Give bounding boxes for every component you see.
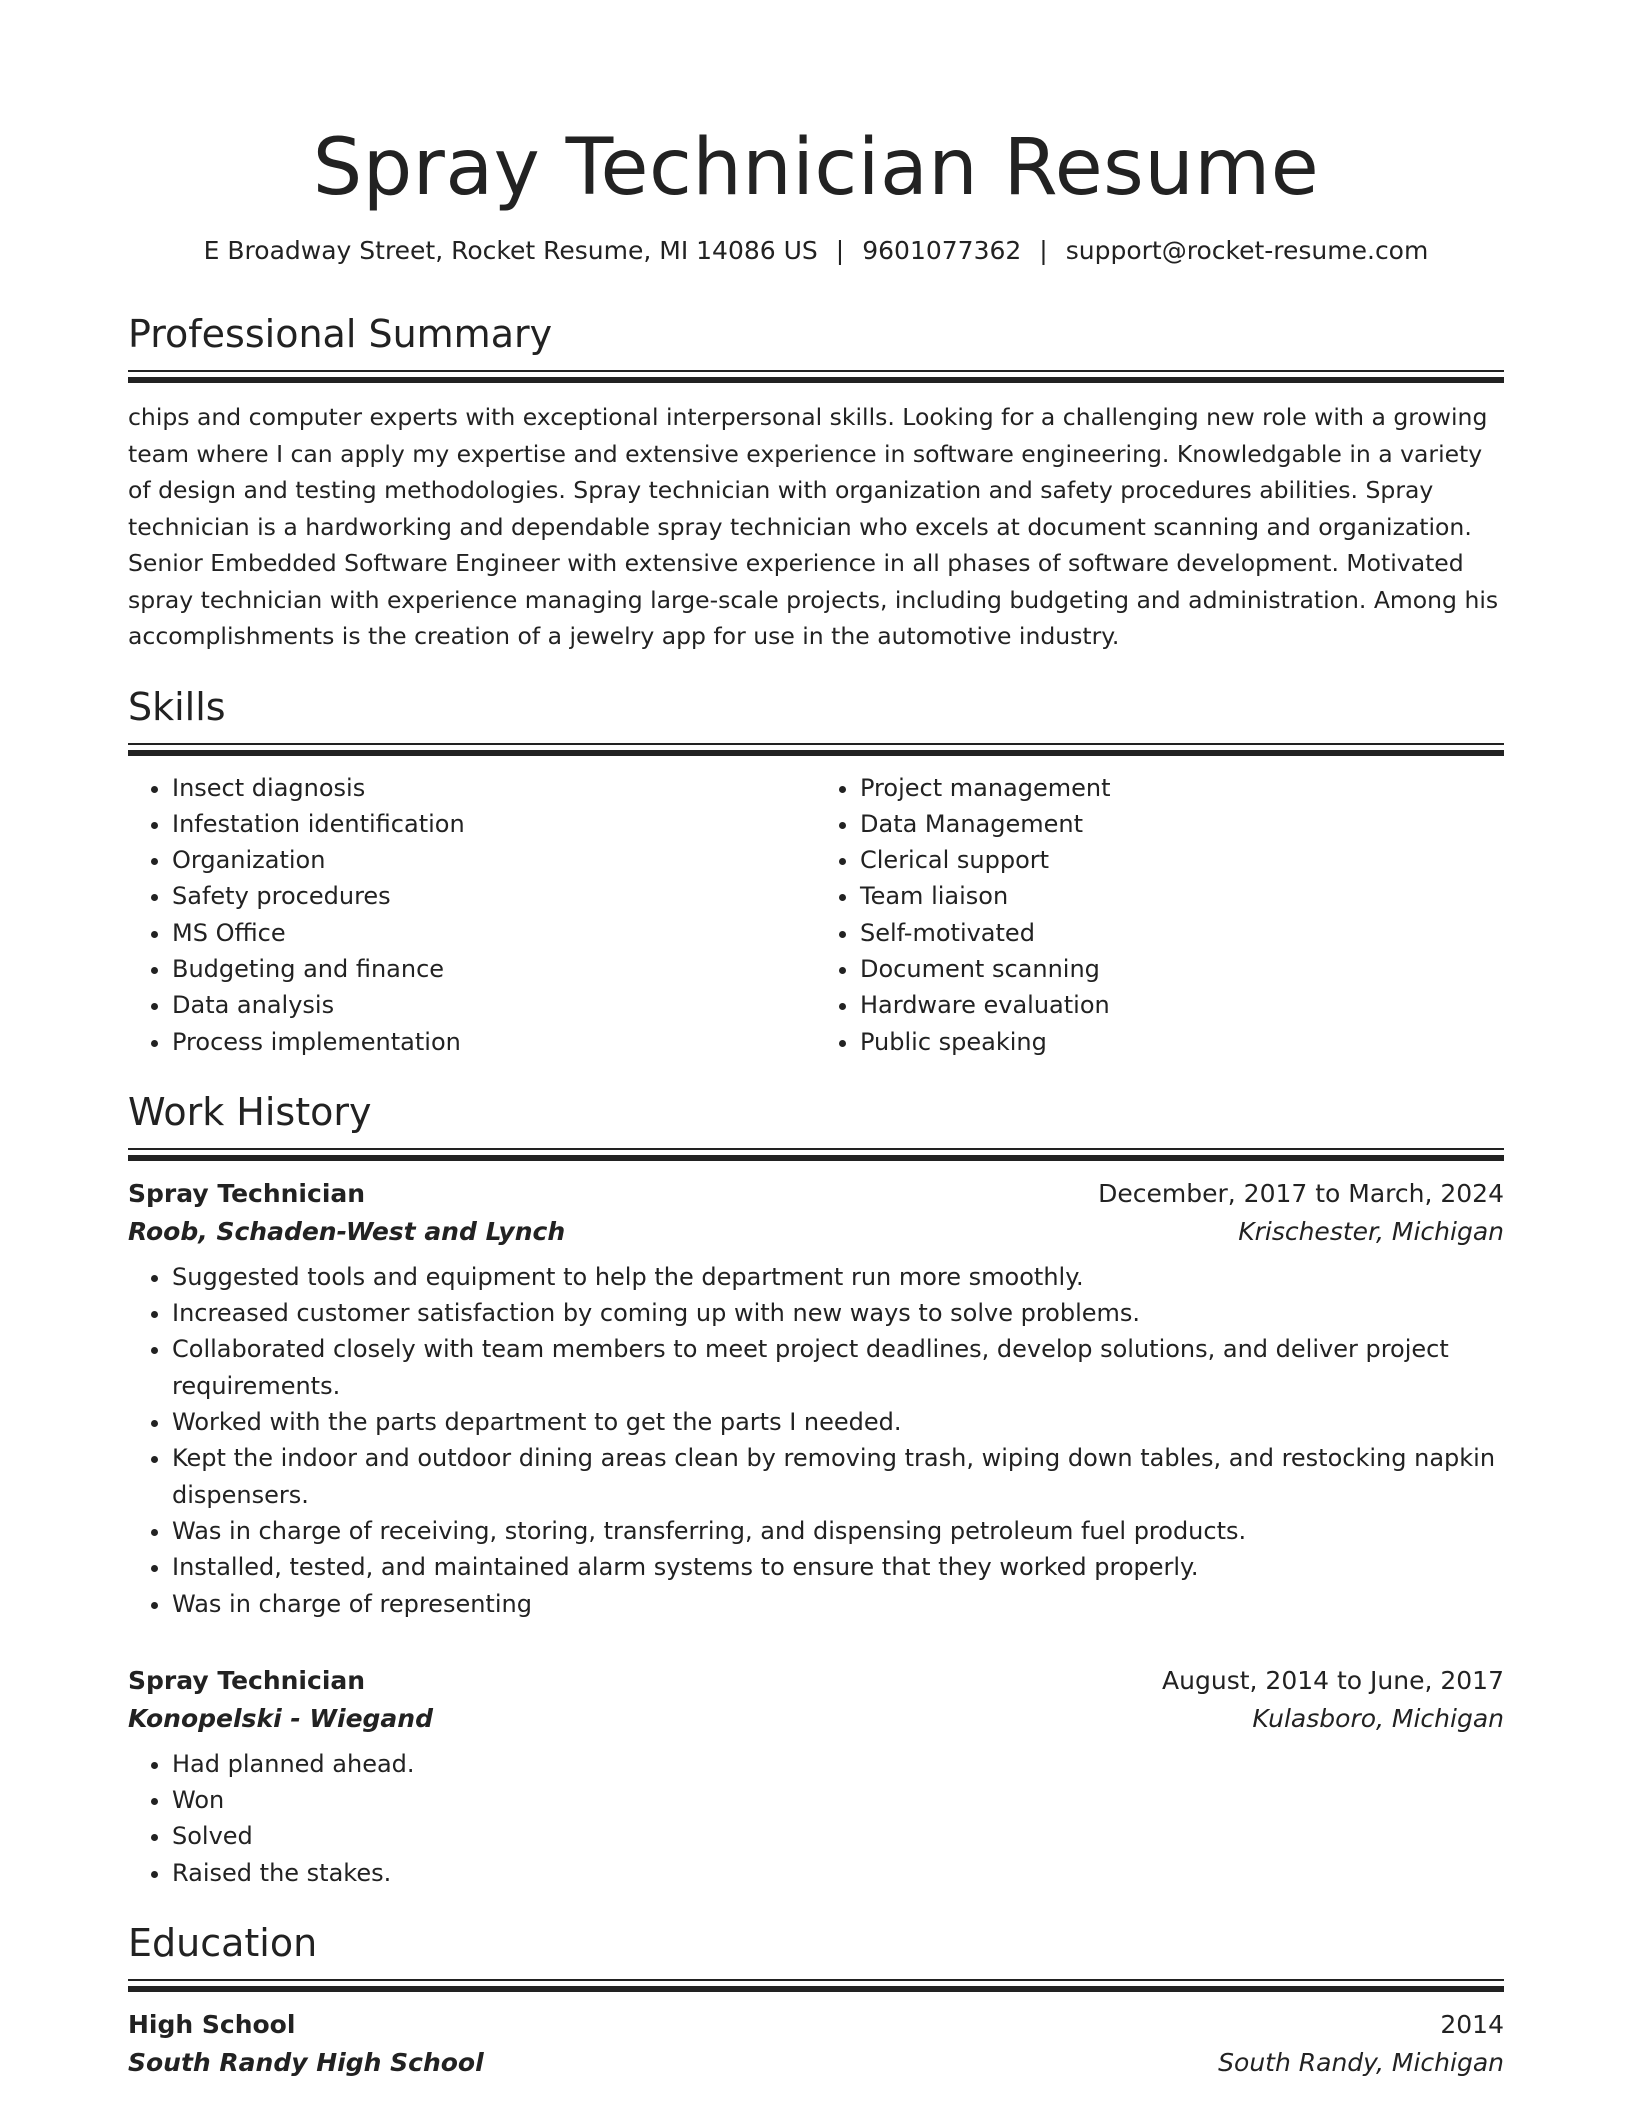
education-school: South Randy High School (128, 2048, 484, 2078)
education-heading: Education (128, 1921, 318, 1966)
skill-item: • Infestation identification (172, 806, 816, 842)
job-bullet: • Won (172, 1782, 1504, 1818)
job-bullet: • Kept the indoor and outdoor dining areas clean by removing trash, wiping down tables, and restocking napkin dispensers. (172, 1440, 1504, 1513)
job-company: Konopelski - Wiegand (128, 1703, 433, 1733)
skills-column-left (128, 770, 816, 1060)
skill-item: • Document scanning (860, 951, 1504, 987)
job-company: Roob, Schaden-West and Lynch (128, 1216, 566, 1246)
section-divider (128, 1979, 1504, 1981)
job-location: Kulasboro, Michigan (1252, 1703, 1504, 1733)
education-entry (128, 2006, 1504, 2082)
skill-item: • Team liaison (860, 878, 1504, 914)
work-history-heading: Work History (128, 1089, 372, 1134)
education-subheader (128, 2044, 1504, 2082)
resume-page (128, 0, 1504, 2082)
job-bullet: • Suggested tools and equipment to help the department run more smoothly. (172, 1259, 1504, 1295)
job-bullet: • Worked with the parts department to get the parts I needed. (172, 1404, 1504, 1440)
contact-separator: | (1039, 236, 1048, 265)
skill-item: • Insect diagnosis (172, 770, 816, 806)
education-header (128, 2006, 1504, 2044)
skills-list (128, 770, 1504, 1060)
job-bullet: • Had planned ahead. (172, 1746, 1504, 1782)
job-entry (128, 1662, 1504, 1891)
job-bullet: • Increased customer satisfaction by coming up with new ways to solve problems. (172, 1295, 1504, 1331)
skill-item: • Self-motivated (860, 915, 1504, 951)
job-bullet: • Was in charge of receiving, storing, transferring, and dispensing petroleum fuel products. (172, 1513, 1504, 1549)
skills-column-right (816, 770, 1504, 1060)
section-divider (128, 377, 1504, 383)
skill-item: • Data analysis (172, 987, 816, 1023)
resume-title: Spray Technician Resume (312, 123, 1320, 213)
job-dates: December, 2017 to March, 2024 (1098, 1178, 1504, 1208)
job-bullet: • Was in charge of representing (172, 1586, 1504, 1622)
skill-item: • Hardware evaluation (860, 987, 1504, 1023)
job-subheader (128, 1213, 1504, 1251)
section-divider (128, 1986, 1504, 1992)
contact-phone: 9601077362 (862, 236, 1022, 265)
job-bullets (128, 1746, 1504, 1891)
skill-item: • Public speaking (860, 1024, 1504, 1060)
job-bullet: • Raised the stakes. (172, 1855, 1504, 1891)
section-divider (128, 743, 1504, 745)
skill-item: • Data Management (860, 806, 1504, 842)
job-bullet: • Solved (172, 1818, 1504, 1854)
job-title: Spray Technician (128, 1665, 366, 1695)
summary-heading: Professional Summary (128, 312, 553, 356)
job-header (128, 1175, 1504, 1213)
summary-text: chips and computer experts with exceptional interpersonal skills. Looking for a challenging new role with a growing team where I can apply my expertise and extensive experience in software engineering. Knowledgable in a variety of design and testing methodologies. Spray technician with organization and safety procedures abilities. Spray technician is a hardworking and dependable spray technician who excels at document scanning and organization. Senior Embedded Software Engineer with extensive experience in all phases of software development. Motivated spray technician with experience managing large-scale projects, including budgeting and administration. Among his accomplishments is the creation of a jewelry app for use in the automotive industry. (128, 403, 1499, 650)
job-header (128, 1662, 1504, 1700)
contact-separator: | (835, 236, 845, 265)
job-dates: August, 2014 to June, 2017 (1162, 1665, 1504, 1695)
job-bullet: • Collaborated closely with team members to meet project deadlines, develop solutions, and deliver project requirements. (172, 1331, 1504, 1404)
skill-item: • MS Office (172, 915, 816, 951)
skill-item: • Organization (172, 842, 816, 878)
skill-item: • Budgeting and finance (172, 951, 816, 987)
job-bullets (128, 1259, 1504, 1622)
section-divider (128, 370, 1504, 372)
section-divider (128, 1148, 1504, 1150)
job-title: Spray Technician (128, 1178, 366, 1208)
skill-item: • Clerical support (860, 842, 1504, 878)
education-degree: High School (128, 2010, 296, 2040)
section-divider (128, 1155, 1504, 1161)
contact-email: support@rocket-resume.com (1065, 236, 1429, 265)
contact-address: E Broadway Street, Rocket Resume, MI 14086 US (203, 236, 818, 265)
job-bullet: • Installed, tested, and maintained alarm systems to ensure that they worked properly. (172, 1549, 1504, 1585)
education-location: South Randy, Michigan (1218, 2048, 1504, 2078)
skill-item: • Project management (860, 770, 1504, 806)
job-entry (128, 1175, 1504, 1622)
education-year: 2014 (1440, 2010, 1504, 2040)
section-divider (128, 750, 1504, 756)
contact-line (128, 234, 1504, 268)
job-location: Krischester, Michigan (1238, 1216, 1504, 1246)
job-subheader (128, 1700, 1504, 1738)
skills-heading: Skills (128, 684, 226, 729)
skill-item: • Safety procedures (172, 878, 816, 914)
skill-item: • Process implementation (172, 1024, 816, 1060)
